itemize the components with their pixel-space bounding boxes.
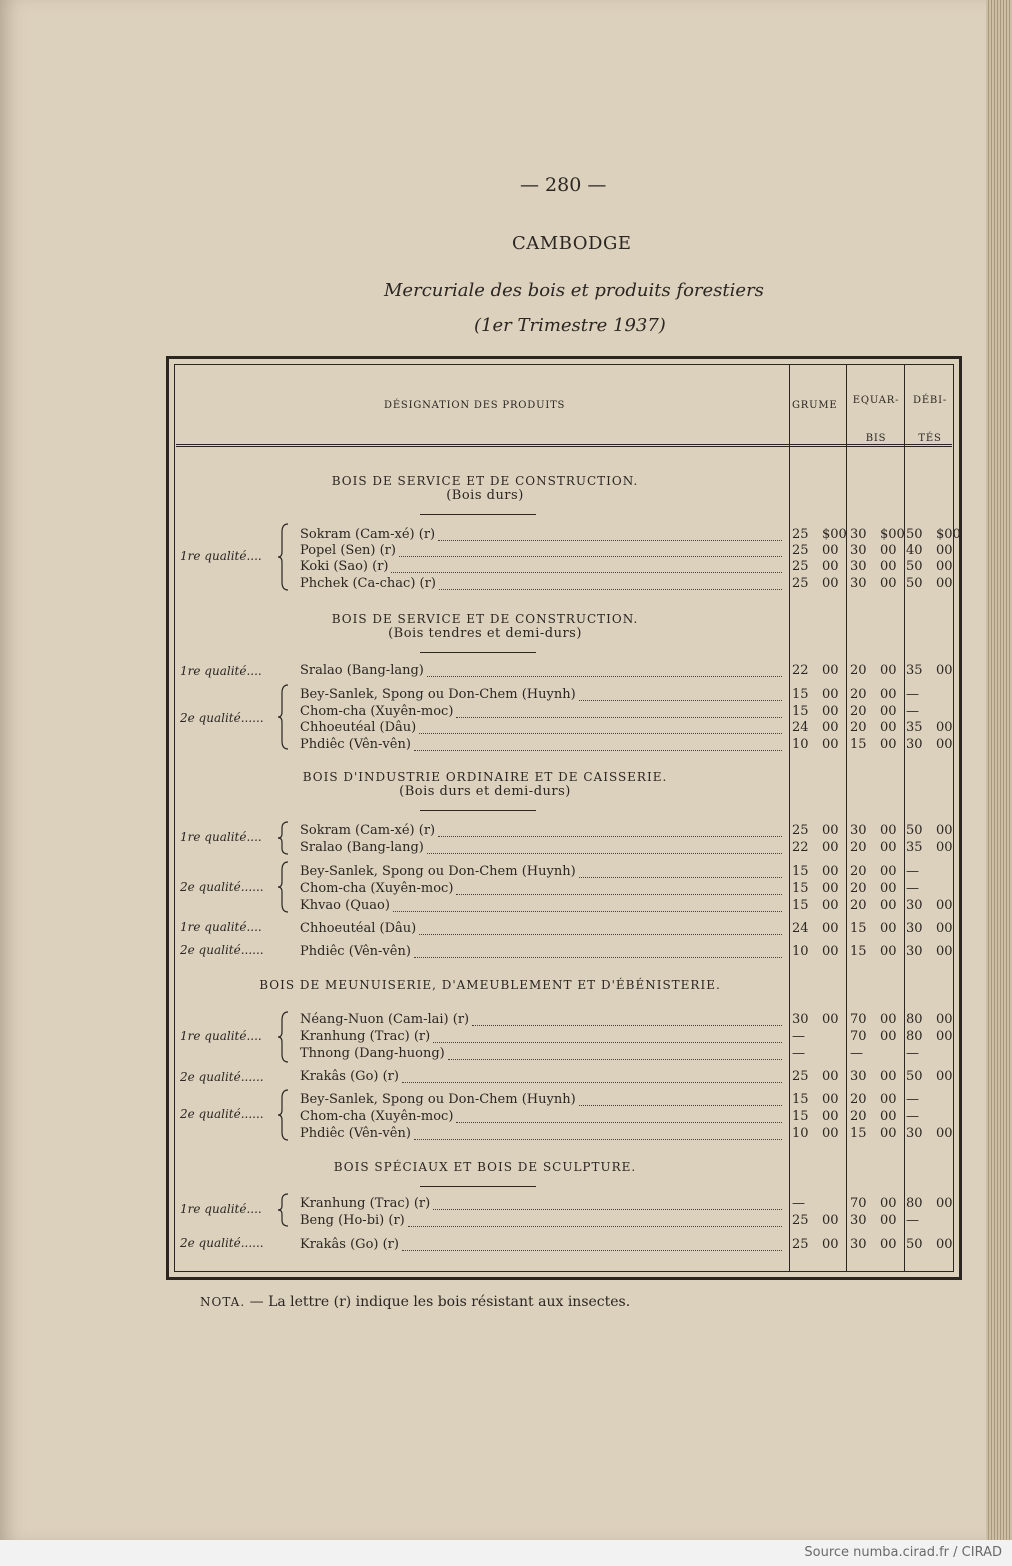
column-divider-debites <box>904 364 905 1272</box>
table-row <box>300 575 785 592</box>
quality-label: 2e qualité...... <box>180 711 264 725</box>
quality-label: 1re qualité.... <box>180 1202 262 1216</box>
price-e-cents: 00 <box>880 823 897 838</box>
price-g-main: 24 <box>792 921 809 936</box>
quality-label: 1re qualité.... <box>180 664 262 678</box>
table-row <box>300 943 785 960</box>
price-g-main: 15 <box>792 864 809 879</box>
price-e-main: 30 <box>850 543 867 558</box>
price-g-cents: 00 <box>822 1109 839 1124</box>
price-g-cents: $00 <box>822 527 847 542</box>
price-d-main: 80 <box>906 1012 923 1027</box>
price-d-main: 50 <box>906 823 923 838</box>
price-d-main: — <box>906 1213 919 1228</box>
price-d-main: — <box>906 1046 919 1061</box>
price-e-cents: 00 <box>880 881 897 896</box>
table-row <box>300 1125 785 1142</box>
product-name: Kranhung (Trac) (r) <box>300 1196 431 1211</box>
price-g-main: 25 <box>792 527 809 542</box>
leader-dots <box>399 555 782 557</box>
price-g-main: 10 <box>792 737 809 752</box>
leader-dots <box>579 699 782 701</box>
price-e-main: 70 <box>850 1029 867 1044</box>
section-rule <box>420 514 536 515</box>
product-name: Beng (Ho-bi) (r) <box>300 1213 405 1228</box>
table-row <box>300 1108 785 1125</box>
price-e-main: 30 <box>850 1213 867 1228</box>
quality-label: 2e qualité...... <box>180 880 264 894</box>
price-d-cents: 00 <box>936 663 953 678</box>
price-e-main: 20 <box>850 881 867 896</box>
price-g-cents: 00 <box>822 663 839 678</box>
price-e-main: 15 <box>850 921 867 936</box>
product-name: Chom-cha (Xuyên-moc) <box>300 1109 454 1124</box>
price-d-cents: 00 <box>936 1237 953 1252</box>
table-row <box>300 920 785 937</box>
price-g-main: 10 <box>792 944 809 959</box>
leader-dots <box>439 588 782 590</box>
price-g-main: 25 <box>792 1213 809 1228</box>
price-e-cents: 00 <box>880 944 897 959</box>
price-d-main: 50 <box>906 1069 923 1084</box>
leader-dots <box>414 956 782 958</box>
price-e-main: 20 <box>850 1109 867 1124</box>
leader-dots <box>391 571 782 573</box>
price-g-cents: 00 <box>822 840 839 855</box>
price-d-cents: 00 <box>936 898 953 913</box>
section-rule <box>420 652 536 653</box>
page-edge <box>986 0 1012 1540</box>
price-e-main: 20 <box>850 864 867 879</box>
leader-dots <box>408 1225 782 1227</box>
price-e-cents: 00 <box>880 1213 897 1228</box>
product-name: Krakâs (Go) (r) <box>300 1237 399 1252</box>
price-e-cents: 00 <box>880 1012 897 1027</box>
price-d-cents: 00 <box>936 1196 953 1211</box>
price-d-main: — <box>906 1092 919 1107</box>
price-e-cents: $00 <box>880 527 905 542</box>
table-row <box>300 1195 785 1212</box>
price-d-cents: 00 <box>936 840 953 855</box>
product-name: Phdiêc (Vên-vên) <box>300 944 411 959</box>
price-g-main: 25 <box>792 823 809 838</box>
price-g-cents: 00 <box>822 704 839 719</box>
price-e-main: 30 <box>850 823 867 838</box>
brace-icon <box>278 1010 292 1064</box>
price-g-cents: 00 <box>822 1012 839 1027</box>
leader-dots <box>427 675 782 677</box>
table-row <box>300 703 785 720</box>
product-name: Chhoeutéal (Dâu) <box>300 921 417 936</box>
price-d-cents: $00 <box>936 527 961 542</box>
product-name: Phdiêc (Vên-vên) <box>300 1126 411 1141</box>
leader-dots <box>427 852 782 854</box>
column-divider-grume <box>789 364 790 1272</box>
leader-dots <box>419 732 782 734</box>
price-g-main: 15 <box>792 687 809 702</box>
table-row <box>300 897 785 914</box>
price-d-main: 30 <box>906 944 923 959</box>
price-d-cents: 00 <box>936 823 953 838</box>
quality-label: 2e qualité...... <box>180 1070 264 1084</box>
price-g-cents: 00 <box>822 823 839 838</box>
price-g-main: 15 <box>792 898 809 913</box>
price-e-cents: 00 <box>880 1029 897 1044</box>
table-row <box>300 880 785 897</box>
price-e-main: 20 <box>850 1092 867 1107</box>
price-e-main: 30 <box>850 527 867 542</box>
leader-dots <box>579 876 782 878</box>
price-g-cents: 00 <box>822 1237 839 1252</box>
brace-icon <box>278 820 292 856</box>
price-d-main: 30 <box>906 737 923 752</box>
price-g-main: 25 <box>792 543 809 558</box>
price-e-main: 20 <box>850 687 867 702</box>
product-name: Sokram (Cam-xé) (r) <box>300 823 436 838</box>
leader-dots <box>448 1058 782 1060</box>
product-name: Bey-Sanlek, Spong ou Don-Chem (Huynh) <box>300 1092 576 1107</box>
brace-icon <box>278 683 292 751</box>
price-g-main: 22 <box>792 663 809 678</box>
price-e-main: 20 <box>850 704 867 719</box>
page-number: — 280 — <box>520 174 607 196</box>
price-d-main: 30 <box>906 898 923 913</box>
price-d-main: — <box>906 864 919 879</box>
product-name: Chhoeutéal (Dâu) <box>300 720 417 735</box>
price-g-main: 30 <box>792 1012 809 1027</box>
price-g-main: — <box>792 1196 805 1211</box>
table-row <box>300 719 785 736</box>
header-debites: DÉBI-TÉS <box>913 395 947 444</box>
product-name: Bey-Sanlek, Spong ou Don-Chem (Huynh) <box>300 687 576 702</box>
price-d-cents: 00 <box>936 543 953 558</box>
price-e-cents: 00 <box>880 559 897 574</box>
price-e-cents: 00 <box>880 704 897 719</box>
price-e-main: 30 <box>850 576 867 591</box>
quality-label: 1re qualité.... <box>180 1029 262 1043</box>
leader-dots <box>456 893 782 895</box>
price-g-cents: 00 <box>822 1069 839 1084</box>
leader-dots <box>438 539 782 541</box>
table-row <box>300 736 785 753</box>
price-g-main: 25 <box>792 559 809 574</box>
source-bar <box>0 1540 1012 1566</box>
product-name: Sralao (Bang-lang) <box>300 663 424 678</box>
price-e-main: 20 <box>850 840 867 855</box>
price-e-cents: 00 <box>880 1109 897 1124</box>
period: (1er Trimestre 1937) <box>474 315 666 336</box>
price-g-cents: 00 <box>822 737 839 752</box>
price-e-main: 15 <box>850 944 867 959</box>
price-d-cents: 00 <box>936 1069 953 1084</box>
quality-label: 1re qualité.... <box>180 549 262 563</box>
price-d-main: — <box>906 1109 919 1124</box>
price-g-cents: 00 <box>822 559 839 574</box>
product-name: Sokram (Cam-xé) (r) <box>300 527 436 542</box>
leader-dots <box>472 1024 782 1026</box>
header-equarris: EQUAR-BIS <box>852 395 900 444</box>
leader-dots <box>456 716 782 718</box>
table-row <box>300 686 785 703</box>
price-g-main: 15 <box>792 881 809 896</box>
table-row <box>300 526 785 543</box>
product-name: Chom-cha (Xuyên-moc) <box>300 704 454 719</box>
price-e-main: 15 <box>850 737 867 752</box>
leader-dots <box>433 1208 782 1210</box>
leader-dots <box>393 910 782 912</box>
price-d-main: — <box>906 704 919 719</box>
section-rule <box>420 810 536 811</box>
price-d-main: — <box>906 881 919 896</box>
price-d-main: 35 <box>906 720 923 735</box>
table-row <box>300 1212 785 1229</box>
price-g-main: 15 <box>792 704 809 719</box>
price-d-cents: 00 <box>936 737 953 752</box>
table-row <box>300 542 785 559</box>
price-g-main: 22 <box>792 840 809 855</box>
price-d-main: 50 <box>906 1237 923 1252</box>
table-row <box>300 1011 785 1028</box>
price-e-main: 20 <box>850 663 867 678</box>
price-e-cents: 00 <box>880 687 897 702</box>
table-row <box>300 558 785 575</box>
product-name: Krakâs (Go) (r) <box>300 1069 399 1084</box>
price-e-cents: 00 <box>880 1092 897 1107</box>
price-e-main: 70 <box>850 1196 867 1211</box>
footnote-label: NOTA. <box>200 1295 246 1309</box>
section-title: BOIS DE SERVICE ET DE CONSTRUCTION. (Bois durs) <box>331 474 639 503</box>
product-name: Phchek (Ca-chac) (r) <box>300 576 436 591</box>
product-name: Chom-cha (Xuyên-moc) <box>300 881 454 896</box>
price-g-cents: 00 <box>822 1213 839 1228</box>
price-d-cents: 00 <box>936 1029 953 1044</box>
table-row <box>300 1028 785 1045</box>
price-d-cents: 00 <box>936 944 953 959</box>
product-name: Néang-Nuon (Cam-lai) (r) <box>300 1012 470 1027</box>
table-row <box>300 1091 785 1108</box>
section-rule <box>420 1186 536 1187</box>
section-title: BOIS SPÉCIAUX ET BOIS DE SCULPTURE. <box>333 1160 637 1174</box>
price-g-main: 15 <box>792 1092 809 1107</box>
section-title: BOIS DE MEUNUISERIE, D'AMEUBLEMENT ET D'ÉBÉNISTERIE. <box>259 978 721 992</box>
price-d-main: 80 <box>906 1196 923 1211</box>
price-d-main: 40 <box>906 543 923 558</box>
price-g-cents: 00 <box>822 576 839 591</box>
product-name: Khvao (Quao) <box>300 898 390 913</box>
price-g-cents: 00 <box>822 921 839 936</box>
leader-dots <box>456 1121 782 1123</box>
brace-icon <box>278 1192 292 1228</box>
price-d-cents: 00 <box>936 559 953 574</box>
price-e-cents: 00 <box>880 737 897 752</box>
price-e-main: 30 <box>850 559 867 574</box>
product-name: Bey-Sanlek, Spong ou Don-Chem (Huynh) <box>300 864 576 879</box>
price-e-cents: 00 <box>880 898 897 913</box>
price-e-main: — <box>850 1046 863 1061</box>
price-d-main: 50 <box>906 576 923 591</box>
product-name: Thnong (Dang-huong) <box>300 1046 445 1061</box>
quality-label: 2e qualité...... <box>180 943 264 957</box>
price-g-cents: 00 <box>822 944 839 959</box>
product-name: Kranhung (Trac) (r) <box>300 1029 431 1044</box>
price-g-cents: 00 <box>822 543 839 558</box>
price-d-cents: 00 <box>936 921 953 936</box>
price-g-cents: 00 <box>822 881 839 896</box>
price-e-cents: 00 <box>880 663 897 678</box>
price-e-cents: 00 <box>880 1196 897 1211</box>
table-row <box>300 1045 785 1062</box>
price-e-main: 20 <box>850 898 867 913</box>
leader-dots <box>433 1041 782 1043</box>
price-g-main: 15 <box>792 1109 809 1124</box>
footnote-text: — La lettre (r) indique les bois résistant aux insectes. <box>249 1294 631 1310</box>
price-e-main: 20 <box>850 720 867 735</box>
price-e-cents: 00 <box>880 864 897 879</box>
table-row <box>300 822 785 839</box>
price-d-main: — <box>906 687 919 702</box>
header-grume: GRUME <box>792 400 838 411</box>
column-divider-equarris <box>846 364 847 1272</box>
price-e-main: 30 <box>850 1069 867 1084</box>
brace-icon <box>278 860 292 914</box>
table-row <box>300 863 785 880</box>
leader-dots <box>402 1249 782 1251</box>
price-d-main: 50 <box>906 527 923 542</box>
price-e-cents: 00 <box>880 1237 897 1252</box>
brace-icon <box>278 1088 292 1142</box>
price-d-main: 30 <box>906 921 923 936</box>
price-e-cents: 00 <box>880 1069 897 1084</box>
section-title: BOIS D'INDUSTRIE ORDINAIRE ET DE CAISSERIE. (Bois durs et demi-durs) <box>302 770 668 799</box>
price-g-cents: 00 <box>822 687 839 702</box>
leader-dots <box>419 933 782 935</box>
table-row <box>300 662 785 679</box>
leader-dots <box>414 1138 782 1140</box>
price-e-main: 15 <box>850 1126 867 1141</box>
price-g-cents: 00 <box>822 720 839 735</box>
price-g-main: — <box>792 1029 805 1044</box>
price-e-cents: 00 <box>880 576 897 591</box>
price-g-cents: 00 <box>822 1126 839 1141</box>
leader-dots <box>402 1081 782 1083</box>
price-g-main: 25 <box>792 576 809 591</box>
section-title: BOIS DE SERVICE ET DE CONSTRUCTION. (Bois tendres et demi-durs) <box>331 612 639 641</box>
price-d-main: 35 <box>906 840 923 855</box>
header-designation: DÉSIGNATION DES PRODUITS <box>384 400 566 411</box>
leader-dots <box>414 749 782 751</box>
product-name: Koki (Sao) (r) <box>300 559 389 574</box>
product-name: Sralao (Bang-lang) <box>300 840 424 855</box>
price-e-cents: 00 <box>880 1126 897 1141</box>
price-d-main: 80 <box>906 1029 923 1044</box>
price-e-cents: 00 <box>880 543 897 558</box>
table-row <box>300 1068 785 1085</box>
price-g-main: 10 <box>792 1126 809 1141</box>
product-name: Phdiêc (Vên-vên) <box>300 737 411 752</box>
price-d-cents: 00 <box>936 1126 953 1141</box>
quality-label: 2e qualité...... <box>180 1236 264 1250</box>
quality-label: 1re qualité.... <box>180 920 262 934</box>
table-row <box>300 1236 785 1253</box>
table-row <box>300 839 785 856</box>
page-title: CAMBODGE <box>512 233 632 254</box>
price-d-cents: 00 <box>936 576 953 591</box>
price-g-cents: 00 <box>822 864 839 879</box>
price-g-main: 25 <box>792 1237 809 1252</box>
brace-icon <box>278 522 292 592</box>
page-subtitle: Mercuriale des bois et produits forestiers <box>384 280 764 301</box>
price-g-main: 25 <box>792 1069 809 1084</box>
price-d-main: 35 <box>906 663 923 678</box>
price-d-cents: 00 <box>936 1012 953 1027</box>
footnote <box>200 1294 630 1310</box>
price-g-cents: 00 <box>822 1092 839 1107</box>
price-g-main: 24 <box>792 720 809 735</box>
price-g-main: — <box>792 1046 805 1061</box>
price-d-main: 30 <box>906 1126 923 1141</box>
price-d-main: 50 <box>906 559 923 574</box>
source-credit: Source numba.cirad.fr / CIRAD <box>804 1545 1002 1560</box>
quality-label: 2e qualité...... <box>180 1107 264 1121</box>
header-separator <box>176 444 952 447</box>
product-name: Popel (Sen) (r) <box>300 543 396 558</box>
leader-dots <box>579 1104 782 1106</box>
price-e-cents: 00 <box>880 720 897 735</box>
price-g-cents: 00 <box>822 898 839 913</box>
leader-dots <box>438 835 782 837</box>
price-e-main: 30 <box>850 1237 867 1252</box>
price-d-cents: 00 <box>936 720 953 735</box>
quality-label: 1re qualité.... <box>180 830 262 844</box>
price-e-main: 70 <box>850 1012 867 1027</box>
price-e-cents: 00 <box>880 840 897 855</box>
price-e-cents: 00 <box>880 921 897 936</box>
